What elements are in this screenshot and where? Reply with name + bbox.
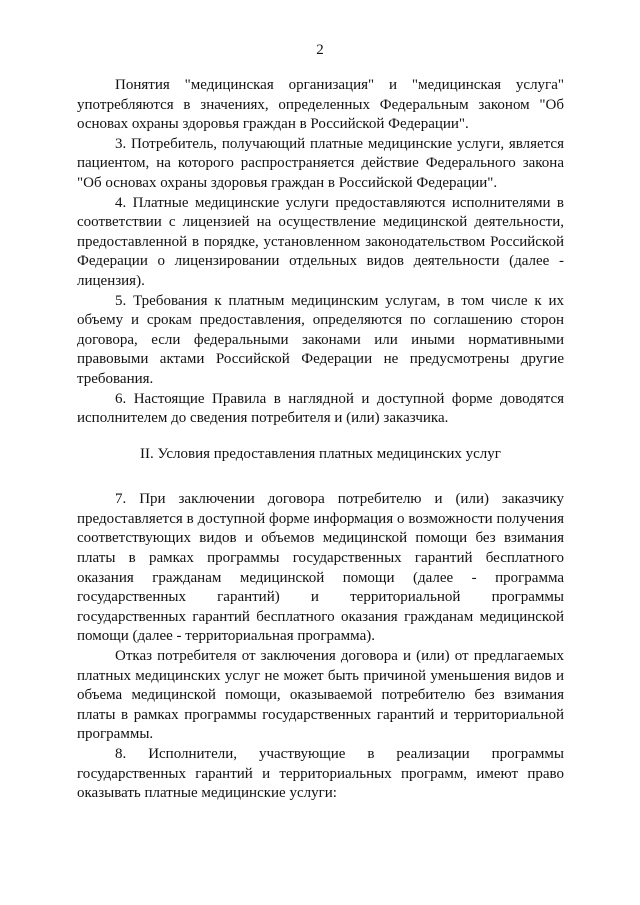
paragraph-7: 7. При заключении договора потребителю и (или) заказчику предоставляется в доступной форме информация о возможности получения соответствующих видов и объемов медицинской помощи без взимания платы в рамках программы государственных гарантий бесплатного оказания гражданам медицинской помощи (далее - программа государственных гарантий) и территориальной программы государственных гарантий бесплатного оказания гражданам медицинской помощи (далее - территориальная программа). (77, 491, 564, 645)
paragraph-refusal: Отказ потребителя от заключения договора и (или) от предлагаемых платных медицинских услуг не может быть причиной уменьшения видов и объема медицинской помощи, оказываемой потребителю без взимания платы в рамках программы государственных гарантий и территориальной программы. (77, 648, 564, 743)
document-body (77, 76, 564, 804)
paragraph-8: 8. Исполнители, участвующие в реализации программы государственных гарантий и территориальных программ, имеют право оказывать платные медицинские услуги: (77, 746, 564, 802)
paragraph-6: 6. Настоящие Правила в наглядной и доступной форме доводятся исполнителем до сведения потребителя и (или) заказчика. (77, 390, 564, 427)
paragraph-4: 4. Платные медицинские услуги предоставляются исполнителями в соответствии с лицензией на осуществление медицинской деятельности, предоставленной в порядке, установленном законодательством Российской Федерации о лицензировании отдельных видов деятельности (далее - лицензия). (77, 194, 564, 289)
paragraph-5: 5. Требования к платным медицинским услугам, в том числе к их объему и срокам предоставления, определяются по соглашению сторон договора, если федеральными законами или иными нормативными правовыми актами Российской Федерации не предусмотрены другие требования. (77, 292, 564, 387)
paragraph-definitions: Понятия "медицинская организация" и "медицинская услуга" употребляются в значениях, определенных Федеральным законом "Об основах охраны здоровья граждан в Российской Федерации". (77, 77, 564, 133)
page-number: 2 (316, 42, 324, 58)
section-heading: II. Условия предоставления платных медицинских услуг (140, 445, 501, 462)
paragraph-3: 3. Потребитель, получающий платные медицинские услуги, является пациентом, на которого распространяется действие Федерального закона "Об основах охраны здоровья граждан в Российской Федерации". (77, 135, 564, 191)
